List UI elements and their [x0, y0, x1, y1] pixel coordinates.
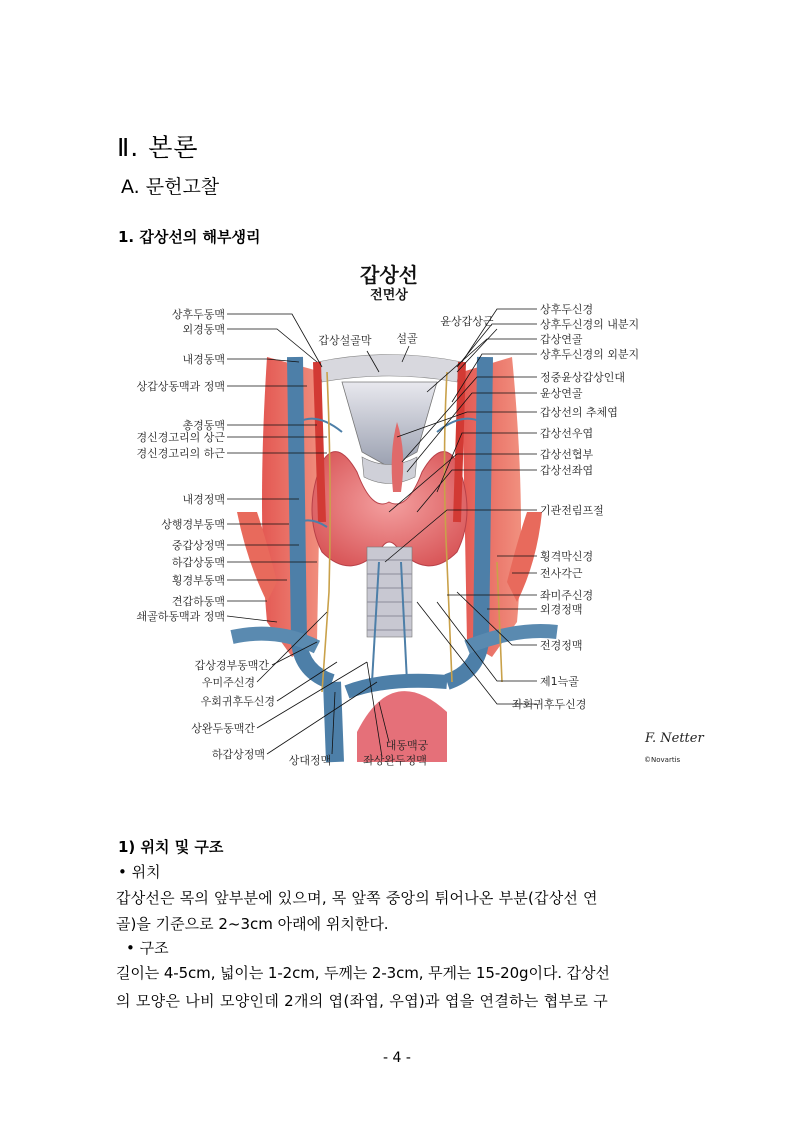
- figure-label: 상행경부동맥: [161, 518, 225, 531]
- figure-label: 우미주신경: [201, 676, 255, 689]
- figure-label: 경신경고리의 상근: [136, 431, 225, 444]
- figure-label: 상후두신경: [540, 303, 594, 316]
- figure-label: 횡격막신경: [540, 550, 594, 563]
- figure-label: 횡경부동맥: [171, 574, 225, 587]
- paragraph-location-line-1: 갑상선은 목의 앞부분에 있으며, 목 앞쪽 중앙의 튀어나온 부분(갑상선 연: [116, 889, 598, 907]
- paragraph-structure-line-2: 의 모양은 나비 모양인데 2개의 엽(좌엽, 우엽)과 엽을 연결하는 협부로 구: [116, 992, 609, 1010]
- figure-label: 전사각근: [540, 567, 583, 580]
- figure-label: 좌회귀후두신경: [512, 698, 587, 711]
- figure-label: 갑상경부동맥간: [194, 659, 269, 672]
- figure-label: 대동맥궁: [385, 739, 429, 752]
- figure-label: 쇄골하동맥과 정맥: [136, 610, 225, 623]
- paragraph-location-line-2: 골)을 기준으로 2~3cm 아래에 위치한다.: [116, 915, 389, 933]
- top-labels: [318, 314, 494, 347]
- figure-label: 상대정맥: [288, 754, 332, 767]
- figure-label: 윤상갑상근: [440, 315, 494, 328]
- artist-signature: F. Netter: [645, 731, 704, 746]
- figure-label: 기관전림프절: [540, 504, 604, 517]
- figure-label: 상갑상동맥과 정맥: [136, 380, 225, 393]
- figure-label: 하갑상동맥: [171, 556, 225, 569]
- figure-label: 갑상선의 추체엽: [540, 406, 618, 419]
- figure-subtitle: 전면상: [370, 288, 408, 303]
- figure-label: 상후두신경의 외분지: [540, 348, 640, 361]
- anatomy-illustration: [232, 355, 704, 765]
- item-heading: 1) 위치 및 구조: [118, 838, 224, 856]
- figure-label: 정중윤상갑상인대: [540, 371, 626, 384]
- section-heading: A. 문헌고찰: [121, 176, 220, 198]
- figure-label: 총경동맥: [182, 419, 225, 432]
- figure-label: 전경정맥: [540, 639, 583, 652]
- figure-label: 상완두동맥간: [191, 722, 255, 735]
- figure-label: 내경정맥: [182, 493, 225, 506]
- page-number: - 4 -: [383, 1050, 411, 1066]
- figure-label: 갑상설골막: [318, 334, 372, 347]
- thyroid-anatomy-figure: [117, 262, 704, 768]
- figure-label: 갑상선좌엽: [540, 464, 594, 477]
- figure-label: 설골: [396, 332, 418, 345]
- figure-label: 제1늑골: [540, 675, 579, 688]
- bullet-location: • 위치: [118, 863, 161, 881]
- figure-label: 갑상선협부: [540, 448, 594, 461]
- copyright-mark: ©Novartis: [644, 756, 681, 764]
- subsection-heading: 1. 갑상선의 해부생리: [118, 228, 261, 246]
- bullet-structure: • 구조: [126, 939, 169, 957]
- figure-label: 외경정맥: [540, 603, 583, 616]
- chapter-heading: Ⅱ. 본론: [117, 133, 199, 162]
- figure-label: 외경동맥: [182, 323, 225, 336]
- figure-label: 견갑하동맥: [171, 595, 225, 608]
- figure-label: 중갑상정맥: [171, 539, 225, 552]
- figure-label: 우회귀후두신경: [200, 695, 275, 708]
- figure-label: 내경동맥: [182, 353, 225, 366]
- figure-label: 갑상선우엽: [540, 427, 594, 440]
- figure-label: 좌미주신경: [540, 589, 594, 602]
- figure-label: 경신경고리의 하근: [136, 447, 225, 460]
- figure-label: 상후두동맥: [171, 308, 225, 321]
- figure-label: 갑상연골: [540, 333, 583, 346]
- figure-label: 하갑상정맥: [211, 748, 265, 761]
- right-labels: [512, 302, 639, 711]
- figure-label: 상후두신경의 내분지: [540, 318, 640, 331]
- paragraph-structure-line-1: 길이는 4-5cm, 넓이는 1-2cm, 두께는 2-3cm, 무게는 15-20g이다. 갑상선: [116, 964, 610, 982]
- figure-title: 갑상선: [360, 263, 418, 287]
- figure-label: 윤상연골: [540, 387, 583, 400]
- figure-label: 좌상완두정맥: [363, 754, 427, 767]
